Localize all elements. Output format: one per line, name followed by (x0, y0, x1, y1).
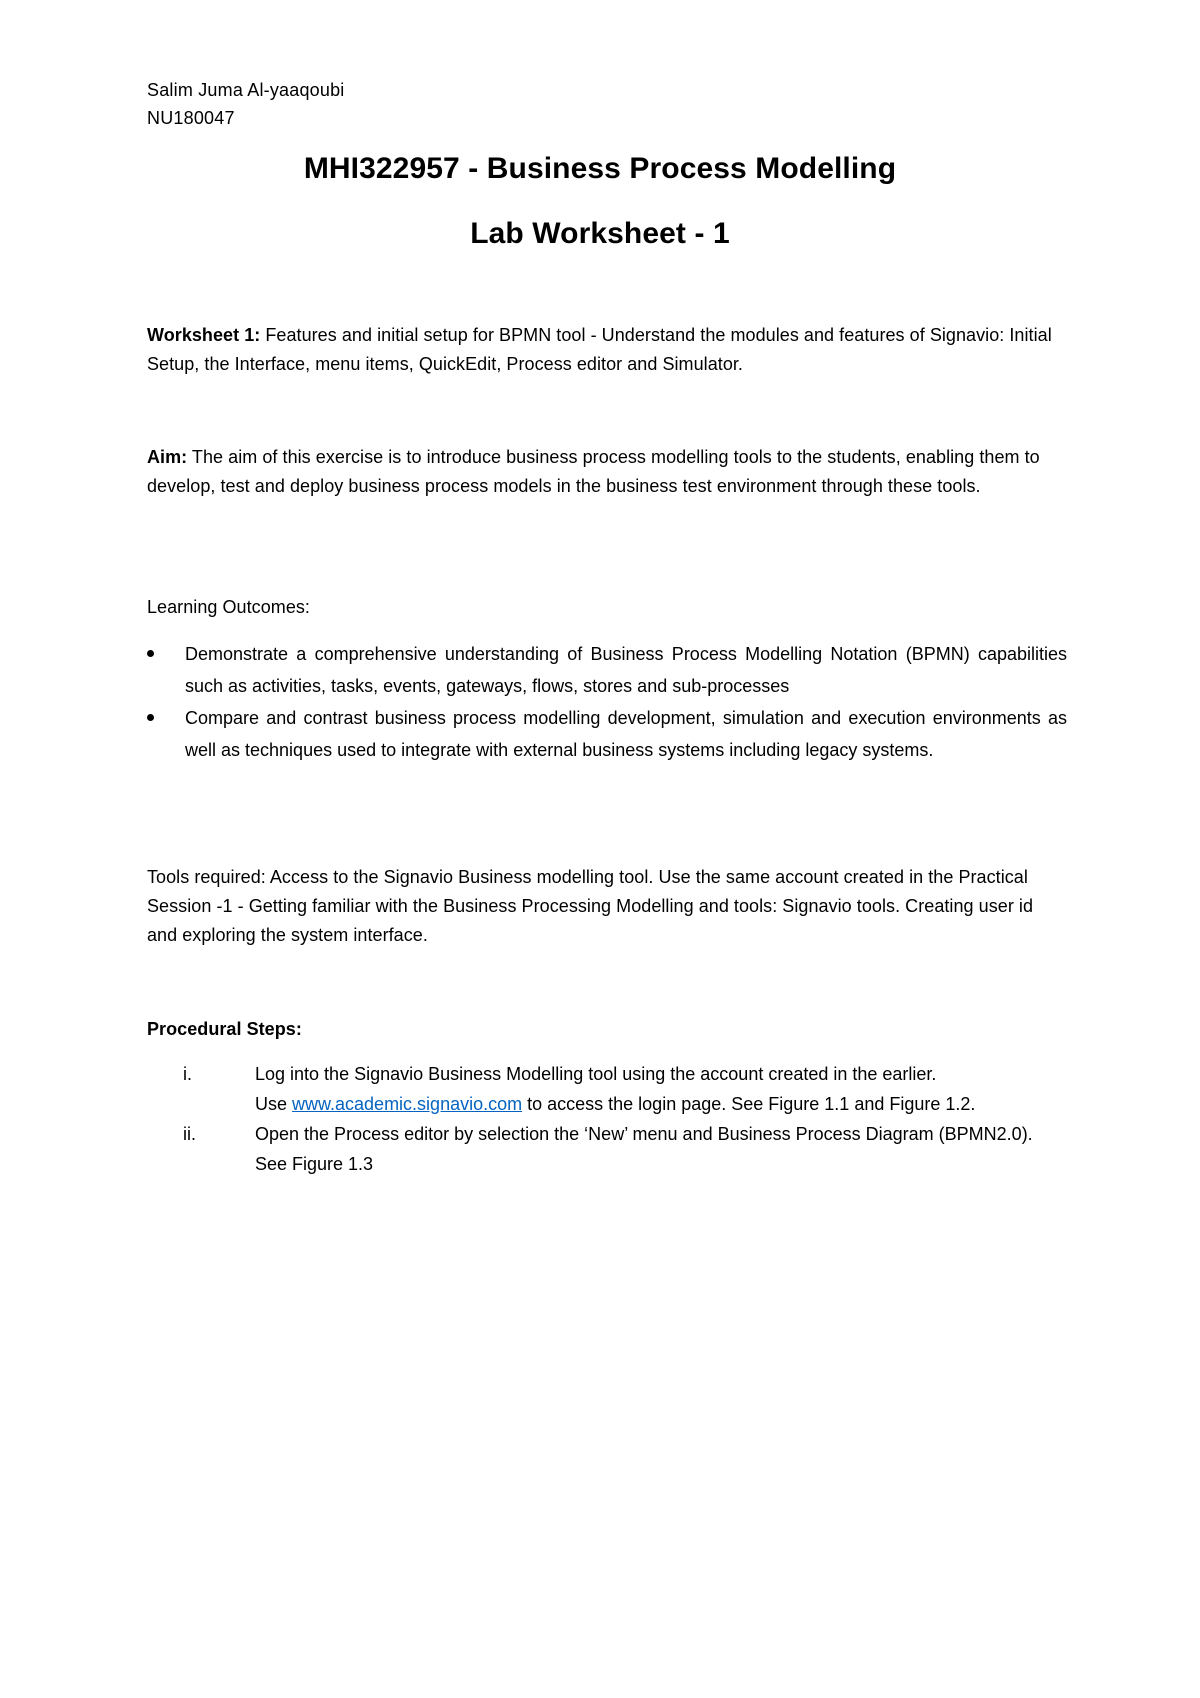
worksheet-label: Worksheet 1: (147, 325, 261, 345)
step-number: ii. (183, 1124, 196, 1144)
list-item (147, 702, 1067, 766)
step-post-link: to access the login page. See Figure 1.1 and Figure 1.2. (522, 1094, 976, 1114)
step-number: i. (183, 1064, 192, 1084)
author-name: Salim Juma Al-yaaqoubi (147, 80, 345, 100)
aim-section (147, 443, 1067, 501)
procedural-steps-list (147, 1059, 1067, 1179)
list-item (147, 1059, 1067, 1119)
step-pre-link: Use (255, 1094, 293, 1114)
tools-required: Tools required: Access to the Signavio Business modelling tool. Use the same account created in the Practical Session -1 - Getting familiar with the Business Processing Modelling and tools: Signavio tools. Creating user id and exploring the system interface. (147, 867, 1034, 945)
document-subtitle: Lab Worksheet - 1 (470, 217, 730, 250)
learning-outcomes-heading: Learning Outcomes: (147, 597, 310, 617)
aim-label: Aim: (147, 447, 188, 467)
step-text-line1: Log into the Signavio Business Modelling tool using the account created in the earlier. (255, 1064, 937, 1084)
aim-text: The aim of this exercise is to introduce business process modelling tools to the students, enabling them to develop, test and deploy business process models in the business test environment through these tools. (147, 447, 1040, 496)
learning-outcome-text: Compare and contrast business process modelling development, simulation and execution environments as well as techniques used to integrate with external business systems including legacy systems. (185, 708, 1067, 760)
bullet-icon (147, 714, 154, 721)
worksheet-description (147, 321, 1067, 379)
student-id: NU180047 (147, 108, 235, 128)
learning-outcome-text: Demonstrate a comprehensive understanding of Business Process Modelling Notation (BPMN) capabilities such as activities, tasks, events, gateways, flows, stores and sub-processes (185, 644, 1067, 696)
document-title: MHI322957 - Business Process Modelling (303, 152, 897, 185)
procedural-steps-heading: Procedural Steps: (147, 1019, 302, 1039)
list-item (147, 638, 1067, 702)
bullet-icon (147, 650, 154, 657)
step-text-line2 (255, 1089, 1067, 1119)
signavio-link[interactable]: www.academic.signavio.com (292, 1094, 523, 1114)
worksheet-text: Features and initial setup for BPMN tool - Understand the modules and features of Signavio: Initial Setup, the Interface, menu items, QuickEdit, Process editor and Simulator. (147, 325, 1052, 374)
author-header (147, 76, 345, 132)
learning-outcomes-list (147, 638, 1067, 766)
step-text: Open the Process editor by selection the ‘New’ menu and Business Process Diagram (BPMN2.0). See Figure 1.3 (255, 1124, 1033, 1174)
list-item (147, 1119, 1067, 1179)
